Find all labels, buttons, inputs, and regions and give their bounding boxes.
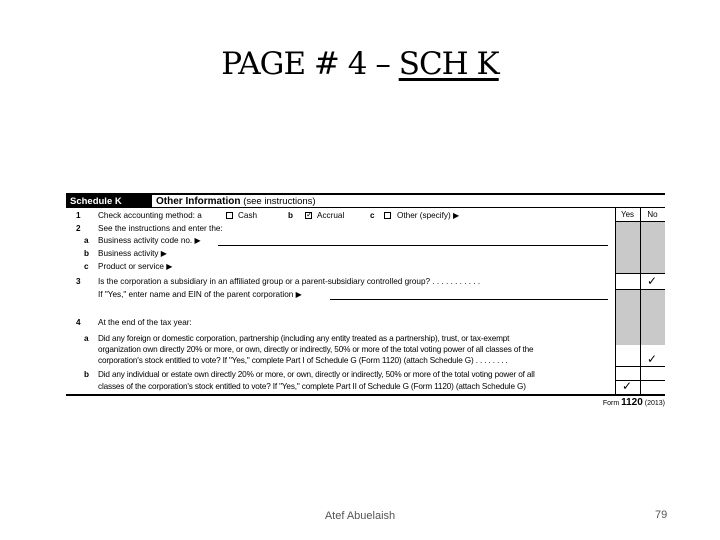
cell-divider — [615, 289, 665, 290]
line3-no-check[interactable]: ✓ — [647, 274, 658, 288]
section-title — [156, 196, 316, 208]
yes-header: Yes — [620, 210, 635, 219]
line2b-letter: b — [84, 249, 90, 258]
footer-page-number: 79 — [655, 509, 668, 521]
no-header: No — [647, 210, 658, 219]
footer-author: Atef Abuelaish — [324, 510, 396, 522]
form-label: Form — [602, 400, 620, 407]
line1-number: 1 — [76, 211, 81, 220]
line3-text: Is the corporation a subsidiary in an affiliated group or a parent-subsidiary controlled group? . . . . . . . . . . . — [98, 277, 481, 286]
line1-c-letter: c — [370, 211, 375, 220]
slide-title — [0, 46, 720, 82]
cash-checkbox[interactable] — [226, 212, 233, 219]
line2a-text: Business activity code no. ▶ — [98, 236, 201, 245]
line2b-text: Business activity ▶ — [98, 249, 168, 258]
other-checkbox[interactable] — [384, 212, 391, 219]
schedule-k-form — [66, 193, 665, 408]
line2a-letter: a — [84, 236, 89, 245]
section-title-text: Other Information — [156, 196, 241, 207]
schedule-label: Schedule K — [66, 195, 152, 208]
line4a-text1: Did any foreign or domestic corporation, partnership (including any entity treated as a partnership), trust, or tax-exempt — [98, 334, 510, 343]
line4b-text1: Did any individual or estate own directly 20% or more, or own, directly or indirectly, 50% or more of the total voting power of all — [98, 370, 535, 379]
cash-label: Cash — [238, 211, 258, 220]
line4-number: 4 — [76, 318, 81, 327]
form-year: (2013) — [644, 400, 665, 407]
line4b-yes-check[interactable]: ✓ — [622, 379, 633, 393]
line2c-text: Product or service ▶ — [98, 262, 173, 271]
line4a-letter: a — [84, 334, 89, 343]
parent-corporation-field[interactable] — [330, 299, 608, 300]
line4a-text3: corporation's stock entitled to vote? If "Yes," complete Part I of Schedule G (Form 1120) (attach Schedule G) . . . . . . . . — [98, 356, 508, 365]
accrual-label: Accrual — [317, 211, 345, 220]
form-identifier — [603, 397, 665, 408]
cell-divider — [615, 221, 665, 222]
form-header-bar — [66, 193, 665, 208]
line4a-no-check[interactable]: ✓ — [647, 352, 658, 366]
form-number: 1120 — [621, 397, 643, 408]
line2c-letter: c — [84, 262, 89, 271]
slide-title-text: PAGE # 4 – — [221, 46, 399, 82]
business-code-field[interactable] — [218, 245, 608, 246]
cell-divider — [615, 366, 665, 367]
accrual-checkbox[interactable] — [305, 212, 312, 219]
line4b-text2: classes of the corporation's stock entitled to vote? If "Yes," complete Part II of Schedule G (Form 1120) (attach Schedule G) — [98, 382, 526, 391]
line4b-letter: b — [84, 370, 90, 379]
line4-text: At the end of the tax year: — [98, 318, 192, 327]
line3-text2: If "Yes," enter name and EIN of the parent corporation ▶ — [98, 290, 302, 299]
section-subtitle: (see instructions) — [243, 196, 316, 207]
line3-number: 3 — [76, 277, 81, 286]
other-label: Other (specify) ▶ — [397, 211, 460, 220]
slide-title-underlined: SCH K — [398, 46, 499, 82]
cell-divider — [615, 273, 665, 274]
line2-number: 2 — [76, 224, 81, 233]
line4a-text2: organization own directly 20% or more, or own, directly or indirectly, 50% or more of the total voting power of all classes of the — [98, 345, 534, 354]
form-bottom-rule — [66, 394, 665, 396]
line1-text: Check accounting method: a — [98, 211, 202, 220]
line1-b-letter: b — [288, 211, 294, 220]
line2-text: See the instructions and enter the: — [98, 224, 223, 233]
